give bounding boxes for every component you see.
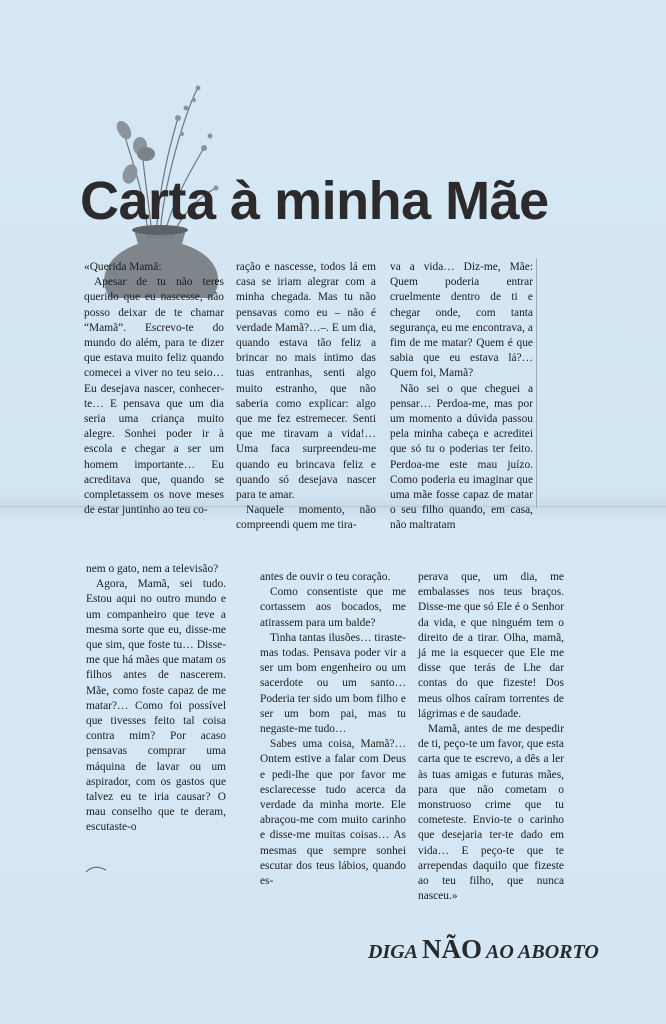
paragraph: perava que, um dia, me embalasses nos teus braços. Disse-me que só Ele é o Senhor da vida, e que ninguém tem o direito de a tirar. Olha, mamã, já me ia esquecer que Ele me disse que terás de Lhe dar contas do que fizeste! Dos meus olhos caíram torrentes de lágrimas e de saudade.	[418, 571, 564, 720]
column-rule	[536, 258, 537, 508]
text-column-6	[418, 570, 564, 904]
paragraph: va a vida… Diz-me, Mãe: Quem poderia entrar cruelmente dentro de ti e chegar onde, com tanta segurança, eu me encontrava, a fim de me matar? Quem é que sabia que eu estava lá?… Quem foi, Mamã?	[390, 261, 533, 380]
paragraph: Não sei o que cheguei a pensar… Perdoa-me, mas por um momento a dúvida passou pela minha cabeça e acreditei que só tu o poderias ter feito. Perdoa-me este mau juízo. Como poderia eu imaginar que uma mãe fosse capaz de matar o seu filho quando, em casa, não maltratam	[390, 382, 533, 532]
text-column-4	[86, 562, 226, 836]
text-column-2	[236, 260, 376, 534]
paragraph: antes de ouvir o teu coração.	[260, 571, 391, 583]
text-column-5	[260, 570, 406, 889]
paragraph: Tinha tantas ilusões… tiraste-mas todas. Pensava poder vir a ser um bom engenheiro ou um sacerdote ou um santo… Poderia ter sido um bom filho e ser um bom pai, mas tu negaste-me tudo…	[260, 631, 406, 736]
paragraph: Agora, Mamã, sei tudo. Estou aqui no outro mundo e um companheiro que teve a mesma sorte que eu, disse-me que sim, que foste tu… Disse-me que há mães que matam os filhos antes de nascerem. Mãe, como foste capaz de me matar?… Como foi possível que tivesses feito tal coisa contra mim? Por acaso pensavas comprar uma máquina de lavar ou um aspirador, com os gastos que talvez eu te iria causar? O mau conselho que te deram, escutaste-o	[86, 578, 226, 834]
paragraph: ração e nascesse, todos lá em casa se iriam alegrar com a minha chegada. Mas tu não pensavas como eu – não é verdade Mamã?…–. E um dia, quando estava tão feliz a brincar no mais íntimo das tuas entranhas, senti algo muito estranho, que não saberia como explicar: algo que me fez estremecer. Senti que me tiravam a vida!… Uma faca surpreendeu-me quando eu brincava feliz e quando só desejava nascer para te amar.	[236, 261, 376, 502]
slogan	[368, 934, 658, 965]
slogan-part-2: NÃO	[422, 934, 483, 964]
paragraph: Como consentiste que me cortassem aos bocados, me atirassem para um balde?	[260, 586, 406, 629]
text-column-3	[390, 260, 533, 534]
pen-mark-icon	[84, 864, 108, 874]
article-title: Carta à minha Mãe	[80, 171, 549, 231]
paragraph: Naquele momento, não compreendi quem me tira-	[236, 504, 376, 532]
slogan-part-1: DIGA	[368, 941, 419, 963]
paragraph: nem o gato, nem a televisão?	[86, 563, 219, 575]
paragraph: Apesar de tu não teres querido que eu nascesse, não posso deixar de te chamar “Mamã”. Escrevo-te do mundo do além, para te dizer que estava muito feliz quando comecei a viver no teu seio… Eu desejava nascer, conhecer-te… E pensava que um dia seria uma criança muito alegre. Sonhei poder ir à escola e chegar a ser um homem importante… Eu acreditava que, quando se completassem os nove meses de estar juntinho ao teu co-	[84, 276, 224, 517]
slogan-part-3: AO ABORTO	[486, 941, 599, 963]
paragraph: Mamã, antes de me despedir de ti, peço-te um favor, que esta carta que te escrevo, a dês a ler às tuas amigas e futuras mães, para que não cometam o monstruoso crime que tu cometeste. Envio-te o carinho que desejaria ter-te dado em vida… E peço-te que te arrependas daquilo que fizeste ao teu filho, que nunca nasceu.»	[418, 723, 564, 903]
text-column-1	[84, 260, 224, 518]
paragraph: «Querida Mamã:	[84, 261, 162, 273]
paragraph: Sabes uma coisa, Mamã?… Ontem estive a falar com Deus e pedi-lhe que por favor me esclarecesse tudo acerca da verdade da minha morte. Ele abraçou-me com muito carinho e disse-me muitas coisas… As mesmas que sempre sonhei escutar dos teus lábios, quando es-	[260, 738, 406, 888]
